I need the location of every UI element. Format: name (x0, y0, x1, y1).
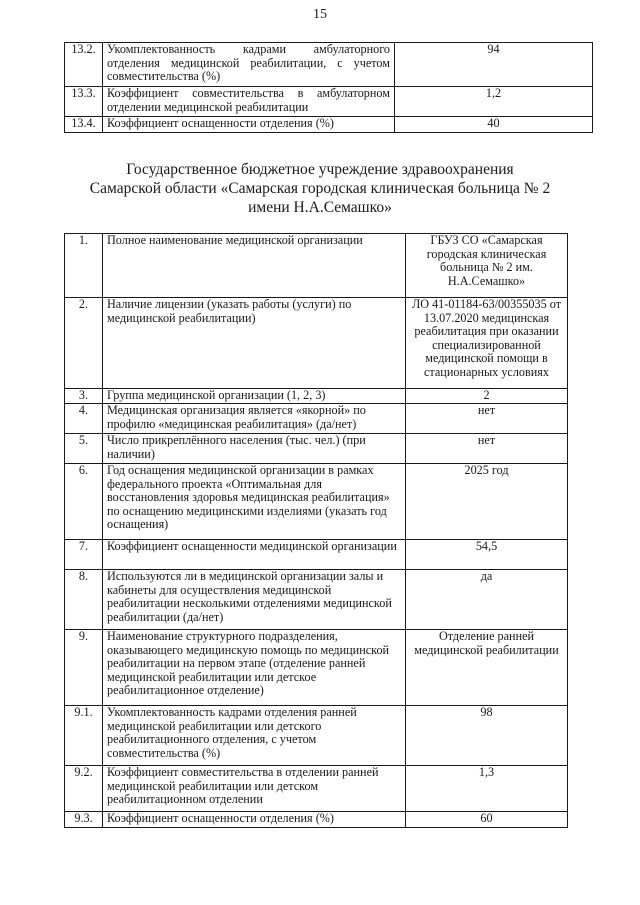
row-number: 13.3. (65, 87, 103, 117)
row-number: 1. (65, 234, 103, 298)
row-description: Коэффициент оснащенности отделения (%) (103, 117, 395, 133)
row-value: 2025 год (406, 464, 568, 540)
table-row (65, 540, 568, 570)
row-number: 9. (65, 630, 103, 706)
table-row (65, 570, 568, 630)
table-top (64, 42, 593, 133)
row-value: 40 (395, 117, 593, 133)
table-row (65, 389, 568, 404)
row-number: 2. (65, 298, 103, 389)
page-number: 15 (313, 7, 327, 22)
row-value: 1,2 (395, 87, 593, 117)
row-description: Коэффициент совместительства в отделении ранней медицинской реабилитации или детском реабилитационном отделении (103, 766, 406, 812)
row-description: Группа медицинской организации (1, 2, 3) (103, 389, 406, 404)
table-row (65, 117, 593, 133)
row-number: 9.2. (65, 766, 103, 812)
row-description: Медицинская организация является «якорной» по профилю «медицинская реабилитация» (да/нет) (103, 404, 406, 434)
row-value: 2 (406, 389, 568, 404)
row-value: Отделение ранней медицинской реабилитации (406, 630, 568, 706)
table-row (65, 766, 568, 812)
row-number: 5. (65, 434, 103, 464)
table-row (65, 87, 593, 117)
row-description: Число прикреплённого населения (тыс. чел.) (при наличии) (103, 434, 406, 464)
heading-line-2: Самарской области «Самарская городская клиническая больница № 2 (89, 180, 551, 197)
row-value: 94 (395, 43, 593, 87)
row-value: 54,5 (406, 540, 568, 570)
row-description: Коэффициент оснащенности медицинской организации (103, 540, 406, 570)
row-description: Укомплектованность кадрами отделения ранней медицинской реабилитации или детского реабилитационного отделения, с учетом совместительства (%) (103, 706, 406, 766)
table-row (65, 706, 568, 766)
row-number: 13.4. (65, 117, 103, 133)
table-row (65, 404, 568, 434)
table-main (64, 233, 568, 828)
row-description: Наименование структурного подразделения, оказывающего медицинскую помощь по медицинской реабилитации на первом этапе (отделение ранней медицинской реабилитации или детское реабилитационное отделение) (103, 630, 406, 706)
table-row (65, 43, 593, 87)
table-row (65, 434, 568, 464)
row-number: 7. (65, 540, 103, 570)
row-number: 8. (65, 570, 103, 630)
table-row (65, 464, 568, 540)
row-value: ГБУЗ СО «Самарская городская клиническая больница № 2 им. Н.А.Семашко» (406, 234, 568, 298)
row-value: 1,3 (406, 766, 568, 812)
table-row (65, 812, 568, 828)
row-value: нет (406, 404, 568, 434)
row-number: 4. (65, 404, 103, 434)
row-description: Используются ли в медицинской организации залы и кабинеты для осуществления медицинской реабилитации несколькими отделениями медицинской реабилитации (да/нет) (103, 570, 406, 630)
row-description: Полное наименование медицинской организации (103, 234, 406, 298)
row-number: 9.1. (65, 706, 103, 766)
row-value: 60 (406, 812, 568, 828)
row-number: 9.3. (65, 812, 103, 828)
row-number: 3. (65, 389, 103, 404)
row-value: нет (406, 434, 568, 464)
row-description: Коэффициент совместительства в амбулаторном отделении медицинской реабилитации (103, 87, 395, 117)
heading-line-3: имени Н.А.Семашко» (248, 199, 392, 216)
row-number: 6. (65, 464, 103, 540)
row-value: 98 (406, 706, 568, 766)
table-row (65, 630, 568, 706)
row-description: Коэффициент оснащенности отделения (%) (103, 812, 406, 828)
row-number: 13.2. (65, 43, 103, 87)
table-row (65, 234, 568, 298)
row-value: ЛО 41-01184-63/00355035 от 13.07.2020 медицинская реабилитация при оказании специализированной медицинской помощи в стационарных условиях (406, 298, 568, 389)
heading-line-1: Государственное бюджетное учреждение здравоохранения (126, 161, 514, 178)
institution-heading (0, 160, 640, 217)
row-value: да (406, 570, 568, 630)
row-description: Укомплектованность кадрами амбулаторного отделения медицинской реабилитации, с учетом совместительства (%) (103, 43, 395, 87)
row-description: Наличие лицензии (указать работы (услуги) по медицинской реабилитации) (103, 298, 406, 389)
table-row (65, 298, 568, 389)
row-description: Год оснащения медицинской организации в рамках федерального проекта «Оптимальная для восстановления здоровья медицинская реабилитация» по оснащению медицинскими изделиями (указать год оснащения) (103, 464, 406, 540)
